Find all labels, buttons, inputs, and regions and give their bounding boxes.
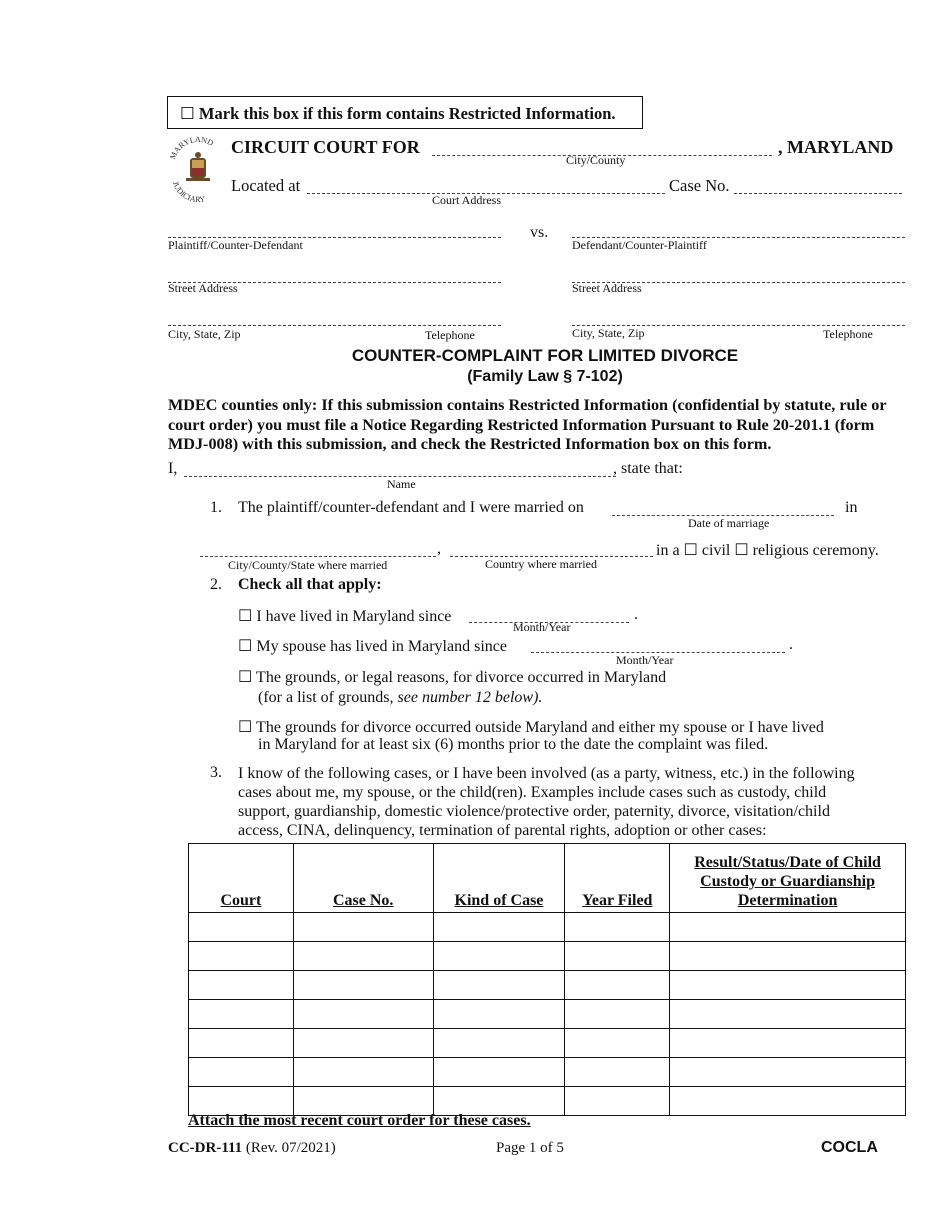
table-cell[interactable] xyxy=(565,1087,670,1116)
table-cell[interactable] xyxy=(293,1029,433,1058)
marriage-country-caption: Country where married xyxy=(485,557,597,571)
table-cell[interactable] xyxy=(189,1029,294,1058)
grounds-outside-maryland-checkbox[interactable]: ☐ The grounds for divorce occurred outside Maryland and either my spouse or I have lived xyxy=(238,719,824,736)
grounds-in-maryland-checkbox[interactable]: ☐ The grounds, or legal reasons, for divorce occurred in Maryland xyxy=(238,669,667,686)
item2-heading: Check all that apply: xyxy=(238,576,382,593)
table-cell[interactable] xyxy=(565,942,670,971)
page-number: Page 1 of 5 xyxy=(496,1140,564,1156)
form-title: COUNTER-COMPLAINT FOR LIMITED DIVORCE xyxy=(351,346,739,365)
column-header-year: Year Filed xyxy=(565,844,670,913)
table-row xyxy=(189,913,906,942)
table-cell[interactable] xyxy=(293,971,433,1000)
marriage-place-field[interactable] xyxy=(200,556,436,557)
table-cell[interactable] xyxy=(565,1029,670,1058)
table-cell[interactable] xyxy=(433,1000,565,1029)
svg-text:JUDICIARY xyxy=(171,180,206,204)
item3-line: I know of the following cases, or I have been involved (as a party, witness, etc.) in the following xyxy=(238,765,855,782)
item3-line: support, guardianship, domestic violence/protective order, paternity, divorce, visitation/child xyxy=(238,803,830,820)
table-cell[interactable] xyxy=(670,971,906,1000)
seal-top-text: MARYLAND xyxy=(168,136,215,161)
court-address-caption: Court Address xyxy=(432,193,501,207)
restricted-info-checkbox-box[interactable] xyxy=(167,96,643,129)
mdec-notice: MDEC counties only: If this submission contains Restricted Information (confidential by statute, rule or court order) you must file a Notice Regarding Restricted Information Pursuant to Rule 20-201.1 (form MDJ-008) with this submission, and check the Restricted Information box on this form. xyxy=(168,396,887,453)
lived-since-caption: Month/Year xyxy=(513,620,571,634)
item1-comma: , xyxy=(437,540,441,557)
table-cell[interactable] xyxy=(433,1058,565,1087)
table-cell[interactable] xyxy=(189,971,294,1000)
table-cell[interactable] xyxy=(565,971,670,1000)
table-cell[interactable] xyxy=(189,1058,294,1087)
ceremony-options[interactable]: in a ☐ civil ☐ religious ceremony. xyxy=(656,542,879,559)
city-county-caption: City/County xyxy=(566,153,626,167)
table-cell[interactable] xyxy=(670,1058,906,1087)
plaintiff-city-field[interactable] xyxy=(168,325,501,326)
table-cell[interactable] xyxy=(293,942,433,971)
table-cell[interactable] xyxy=(433,942,565,971)
statement-prefix: I, xyxy=(168,460,178,477)
item1-in: in xyxy=(845,499,858,516)
column-header-kind: Kind of Case xyxy=(433,844,565,913)
table-cell[interactable] xyxy=(433,971,565,1000)
table-cell[interactable] xyxy=(293,913,433,942)
attach-order-note: Attach the most recent court order for these cases. xyxy=(188,1112,531,1129)
cases-table xyxy=(188,843,906,1116)
plaintiff-city-caption: City, State, Zip xyxy=(168,327,241,341)
defendant-city-caption: City, State, Zip xyxy=(572,326,645,340)
table-cell[interactable] xyxy=(189,1000,294,1029)
table-row xyxy=(189,1029,906,1058)
item3-line: access, CINA, delinquency, termination of parental rights, adoption or other cases: xyxy=(238,822,767,839)
item3-line: cases about me, my spouse, or the child(ren). Examples include cases such as custody, child xyxy=(238,784,827,801)
table-cell[interactable] xyxy=(565,913,670,942)
circuit-court-label: CIRCUIT COURT FOR xyxy=(231,137,420,157)
form-code: COCLA xyxy=(821,1139,878,1156)
table-cell[interactable] xyxy=(433,1029,565,1058)
marriage-place-caption: City/County/State where married xyxy=(228,558,388,572)
table-cell[interactable] xyxy=(670,913,906,942)
opt2-period: . xyxy=(789,636,793,653)
table-cell[interactable] xyxy=(670,1029,906,1058)
item2-number: 2. xyxy=(210,576,222,593)
table-cell[interactable] xyxy=(293,1058,433,1087)
defendant-street-caption: Street Address xyxy=(572,281,642,295)
table-row xyxy=(189,1000,906,1029)
seal-icon xyxy=(168,136,228,204)
svg-text:MARYLAND xyxy=(168,136,215,161)
plaintiff-street-caption: Street Address xyxy=(168,281,238,295)
item3-text xyxy=(238,764,855,840)
table-cell[interactable] xyxy=(670,1000,906,1029)
form-id: CC-DR-111 (Rev. 07/2021) xyxy=(168,1140,336,1156)
name-caption: Name xyxy=(387,477,416,491)
plaintiff-telephone-caption: Telephone xyxy=(425,328,475,342)
judiciary-seal xyxy=(168,136,228,204)
column-header-case-no: Case No. xyxy=(293,844,433,913)
form-subtitle: (Family Law § 7-102) xyxy=(467,368,623,385)
grounds-note: (for a list of grounds, see number 12 below). xyxy=(258,689,543,706)
lived-in-maryland-checkbox[interactable]: ☐ I have lived in Maryland since xyxy=(238,608,452,625)
spouse-lived-checkbox[interactable]: ☐ My spouse has lived in Maryland since xyxy=(238,638,507,655)
table-cell[interactable] xyxy=(189,913,294,942)
grounds-outside-note: in Maryland for at least six (6) months prior to the date the complaint was filed. xyxy=(258,736,769,753)
table-cell[interactable] xyxy=(565,1058,670,1087)
table-cell[interactable] xyxy=(293,1000,433,1029)
item3-number: 3. xyxy=(210,764,222,781)
table-row xyxy=(189,971,906,1000)
defendant-telephone-caption: Telephone xyxy=(823,327,873,341)
vs-label: vs. xyxy=(530,224,549,241)
table-row xyxy=(189,942,906,971)
located-at-label: Located at xyxy=(231,176,301,195)
item1-number: 1. xyxy=(210,499,222,516)
marriage-date-caption: Date of marriage xyxy=(688,516,770,530)
table-cell[interactable] xyxy=(189,942,294,971)
table-cell[interactable] xyxy=(565,1000,670,1029)
statement-suffix: , state that: xyxy=(613,460,683,477)
table-cell[interactable] xyxy=(433,913,565,942)
maryland-label: , MARYLAND xyxy=(778,137,894,157)
spouse-lived-since-caption: Month/Year xyxy=(616,653,674,667)
case-no-label: Case No. xyxy=(669,176,730,195)
item1-text: The plaintiff/counter-defendant and I were married on xyxy=(238,499,584,516)
seal-bottom-text: JUDICIARY xyxy=(170,180,206,204)
column-header-result: Result/Status/Date of Child Custody or Guardianship Determination xyxy=(670,844,906,913)
table-header-row xyxy=(189,844,906,913)
case-no-field[interactable] xyxy=(734,193,902,194)
plaintiff-caption: Plaintiff/Counter-Defendant xyxy=(168,238,303,252)
defendant-caption: Defendant/Counter-Plaintiff xyxy=(572,238,707,252)
column-header-court: Court xyxy=(189,844,294,913)
restricted-info-label: ☐ Mark this box if this form contains Restricted Information. xyxy=(180,104,616,123)
table-row xyxy=(189,1058,906,1087)
opt1-period: . xyxy=(634,606,638,623)
table-cell[interactable] xyxy=(670,942,906,971)
table-cell[interactable] xyxy=(670,1087,906,1116)
